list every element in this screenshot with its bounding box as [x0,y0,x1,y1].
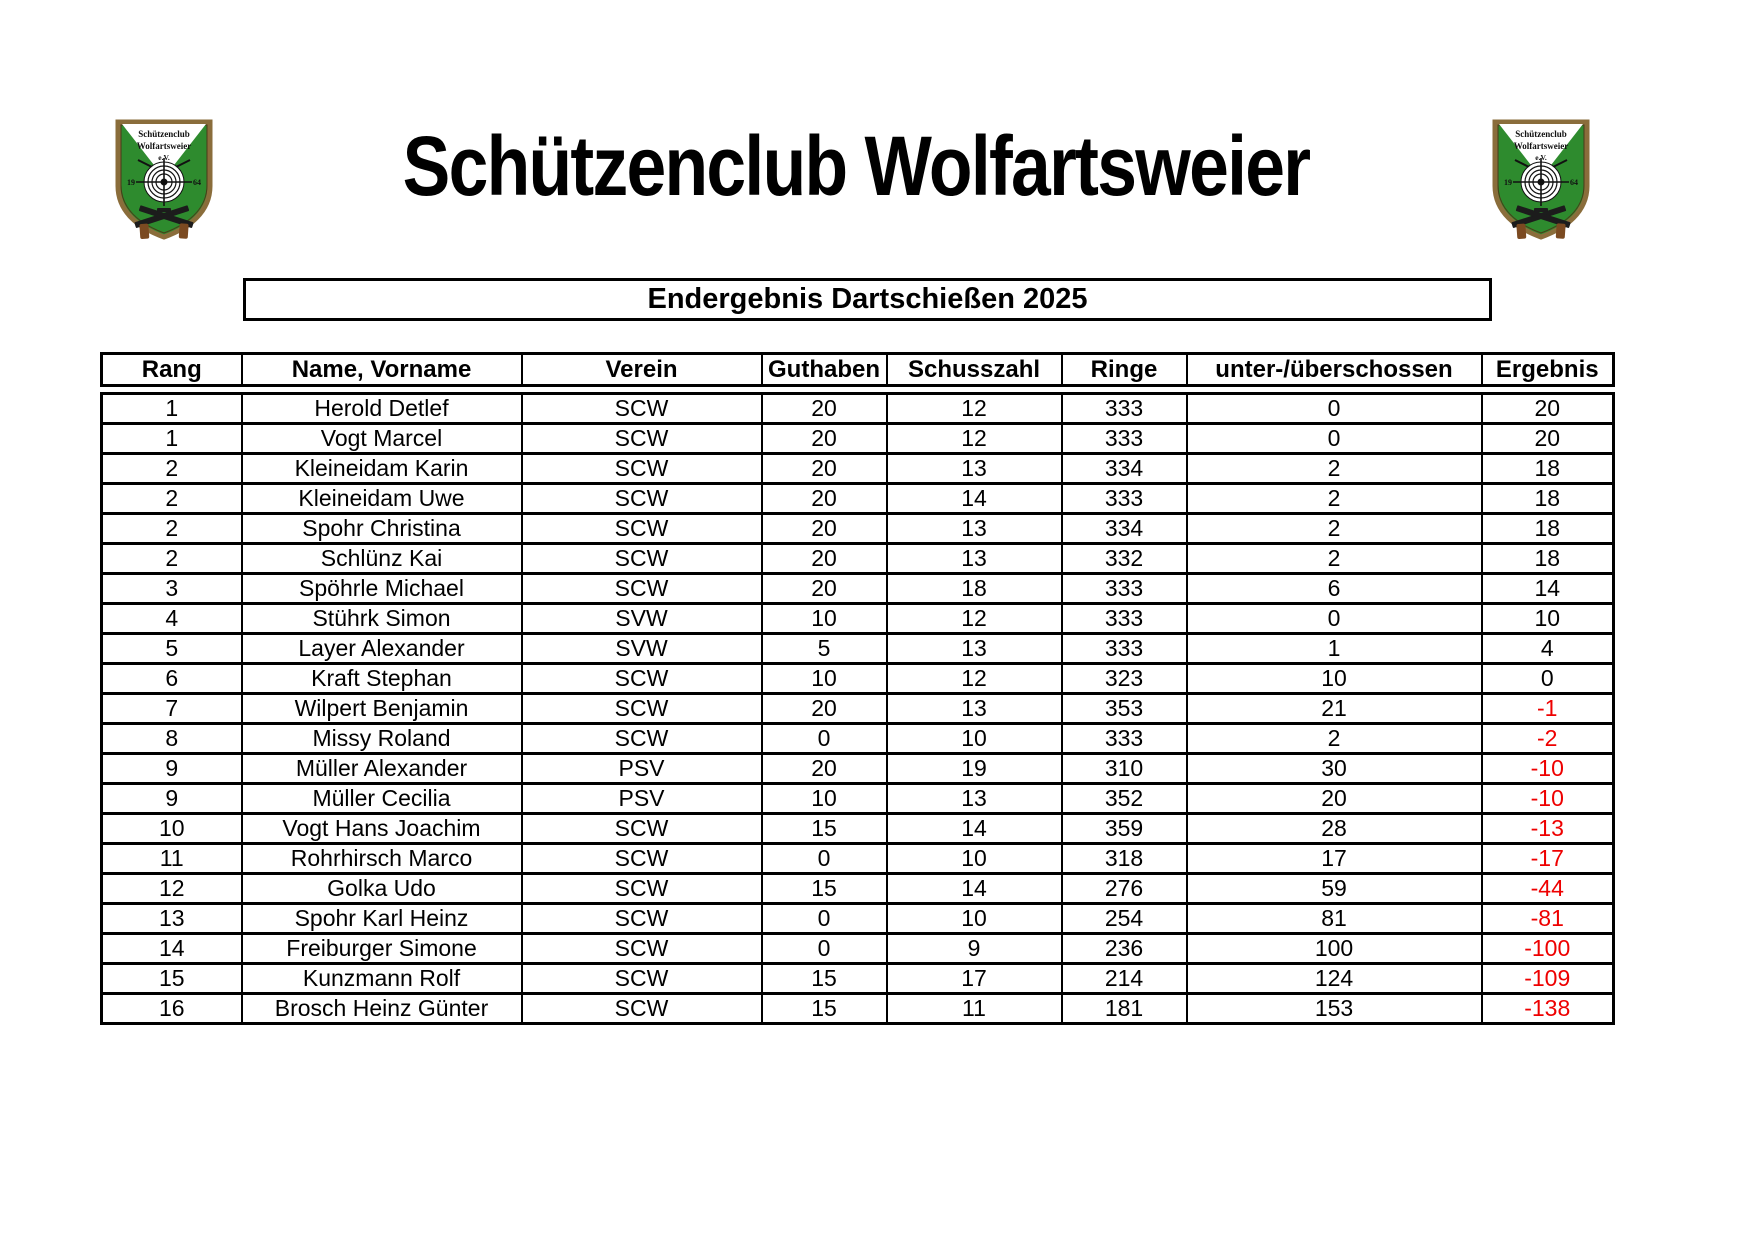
cell-rang: 13 [102,904,242,934]
cell-rang: 14 [102,934,242,964]
cell-ergebnis: 18 [1482,514,1614,544]
cell-guthaben: 0 [762,844,887,874]
cell-schusszahl: 12 [887,394,1062,424]
cell-ringe: 333 [1062,484,1187,514]
cell-name: Brosch Heinz Günter [242,994,522,1024]
cell-guthaben: 20 [762,574,887,604]
cell-ringe: 352 [1062,784,1187,814]
cell-ringe: 254 [1062,904,1187,934]
cell-ringe: 318 [1062,844,1187,874]
cell-ergebnis: -138 [1482,994,1614,1024]
cell-unter-ueberschossen: 59 [1187,874,1482,904]
cell-ringe: 323 [1062,664,1187,694]
table-row [102,484,1614,514]
cell-name: Missy Roland [242,724,522,754]
cell-guthaben: 0 [762,724,887,754]
cell-guthaben: 20 [762,514,887,544]
cell-name: Freiburger Simone [242,934,522,964]
cell-ringe: 333 [1062,724,1187,754]
cell-ergebnis: -100 [1482,934,1614,964]
cell-guthaben: 0 [762,904,887,934]
cell-name: Herold Detlef [242,394,522,424]
cell-verein: SCW [522,724,762,754]
cell-rang: 9 [102,784,242,814]
column-header-unter-ueberschossen: unter-/überschossen [1187,354,1482,386]
crest-year-left: 19 [1504,178,1512,187]
cell-ringe: 353 [1062,694,1187,724]
cell-verein: SCW [522,694,762,724]
crest-year-left: 19 [127,178,135,187]
cell-verein: SCW [522,814,762,844]
cell-name: Spohr Christina [242,514,522,544]
cell-guthaben: 20 [762,424,887,454]
cell-ergebnis: 18 [1482,454,1614,484]
table-row [102,424,1614,454]
cell-rang: 2 [102,454,242,484]
cell-verein: SCW [522,454,762,484]
cell-rang: 2 [102,514,242,544]
cell-schusszahl: 12 [887,424,1062,454]
cell-guthaben: 15 [762,964,887,994]
cell-guthaben: 20 [762,394,887,424]
table-row [102,934,1614,964]
cell-rang: 12 [102,874,242,904]
cell-unter-ueberschossen: 2 [1187,544,1482,574]
column-header-schusszahl: Schusszahl [887,354,1062,386]
cell-guthaben: 15 [762,874,887,904]
cell-rang: 1 [102,424,242,454]
crest-year-right: 64 [193,178,201,187]
table-row [102,784,1614,814]
table-row [102,904,1614,934]
cell-rang: 3 [102,574,242,604]
cell-rang: 8 [102,724,242,754]
cell-unter-ueberschossen: 153 [1187,994,1482,1024]
column-header-verein: Verein [522,354,762,386]
table-row [102,844,1614,874]
cell-unter-ueberschossen: 2 [1187,724,1482,754]
cell-verein: SCW [522,844,762,874]
cell-ringe: 333 [1062,394,1187,424]
cell-guthaben: 20 [762,754,887,784]
cell-schusszahl: 14 [887,874,1062,904]
cell-name: Layer Alexander [242,634,522,664]
cell-ergebnis: -81 [1482,904,1614,934]
table-row [102,394,1614,424]
cell-name: Spöhrle Michael [242,574,522,604]
cell-rang: 7 [102,694,242,724]
cell-guthaben: 20 [762,454,887,484]
cell-rang: 4 [102,604,242,634]
cell-ringe: 333 [1062,604,1187,634]
table-row [102,574,1614,604]
cell-schusszahl: 13 [887,544,1062,574]
cell-schusszahl: 17 [887,964,1062,994]
results-body [102,394,1614,1024]
cell-schusszahl: 13 [887,514,1062,544]
cell-unter-ueberschossen: 0 [1187,394,1482,424]
cell-verein: SCW [522,934,762,964]
cell-guthaben: 10 [762,604,887,634]
cell-verein: SCW [522,964,762,994]
cell-schusszahl: 18 [887,574,1062,604]
cell-unter-ueberschossen: 28 [1187,814,1482,844]
cell-unter-ueberschossen: 0 [1187,604,1482,634]
cell-name: Stührk Simon [242,604,522,634]
cell-ergebnis: -109 [1482,964,1614,994]
cell-unter-ueberschossen: 2 [1187,514,1482,544]
cell-ringe: 276 [1062,874,1187,904]
cell-verein: SCW [522,394,762,424]
cell-name: Spohr Karl Heinz [242,904,522,934]
cell-unter-ueberschossen: 124 [1187,964,1482,994]
cell-rang: 11 [102,844,242,874]
table-row [102,874,1614,904]
cell-ergebnis: 4 [1482,634,1614,664]
cell-ringe: 310 [1062,754,1187,784]
cell-name: Rohrhirsch Marco [242,844,522,874]
cell-name: Schlünz Kai [242,544,522,574]
cell-ergebnis: -13 [1482,814,1614,844]
cell-name: Golka Udo [242,874,522,904]
cell-ringe: 236 [1062,934,1187,964]
cell-guthaben: 20 [762,694,887,724]
crest-text-line2: Wolfartsweier [136,141,192,151]
cell-name: Kleineidam Karin [242,454,522,484]
cell-ringe: 333 [1062,634,1187,664]
crest-year-right: 64 [1570,178,1578,187]
cell-rang: 15 [102,964,242,994]
cell-name: Wilpert Benjamin [242,694,522,724]
cell-ergebnis: -1 [1482,694,1614,724]
results-header-table [100,352,1615,387]
cell-unter-ueberschossen: 30 [1187,754,1482,784]
club-crest-right [1489,116,1593,242]
cell-rang: 1 [102,394,242,424]
table-row [102,814,1614,844]
results-table [100,392,1615,1025]
column-header-name: Name, Vorname [242,354,522,386]
cell-ergebnis: 10 [1482,604,1614,634]
cell-ergebnis: -44 [1482,874,1614,904]
cell-ergebnis: -2 [1482,724,1614,754]
cell-unter-ueberschossen: 1 [1187,634,1482,664]
table-row [102,514,1614,544]
table-row [102,664,1614,694]
table-row [102,754,1614,784]
cell-ergebnis: 0 [1482,664,1614,694]
cell-schusszahl: 13 [887,634,1062,664]
cell-verein: SCW [522,664,762,694]
cell-ergebnis: -10 [1482,784,1614,814]
cell-schusszahl: 13 [887,784,1062,814]
table-row [102,604,1614,634]
cell-rang: 5 [102,634,242,664]
cell-unter-ueberschossen: 10 [1187,664,1482,694]
cell-name: Vogt Hans Joachim [242,814,522,844]
cell-schusszahl: 14 [887,484,1062,514]
cell-schusszahl: 12 [887,604,1062,634]
cell-verein: SCW [522,544,762,574]
column-header-ergebnis: Ergebnis [1482,354,1614,386]
cell-guthaben: 20 [762,544,887,574]
cell-ringe: 181 [1062,994,1187,1024]
cell-verein: SVW [522,604,762,634]
cell-ringe: 334 [1062,514,1187,544]
cell-ringe: 333 [1062,424,1187,454]
cell-name: Müller Cecilia [242,784,522,814]
club-crest-left [112,116,216,242]
cell-guthaben: 20 [762,484,887,514]
cell-rang: 16 [102,994,242,1024]
column-header-ringe: Ringe [1062,354,1187,386]
cell-verein: SCW [522,424,762,454]
table-row [102,994,1614,1024]
cell-name: Vogt Marcel [242,424,522,454]
cell-ergebnis: 20 [1482,424,1614,454]
cell-schusszahl: 19 [887,754,1062,784]
cell-rang: 9 [102,754,242,784]
cell-schusszahl: 14 [887,814,1062,844]
cell-rang: 2 [102,544,242,574]
table-row [102,634,1614,664]
cell-ergebnis: 14 [1482,574,1614,604]
cell-unter-ueberschossen: 20 [1187,784,1482,814]
cell-guthaben: 10 [762,664,887,694]
cell-verein: SCW [522,574,762,604]
cell-name: Kraft Stephan [242,664,522,694]
table-row [102,694,1614,724]
cell-unter-ueberschossen: 2 [1187,454,1482,484]
cell-verein: SCW [522,874,762,904]
table-row [102,724,1614,754]
crest-text-line3: e.V. [158,153,170,162]
cell-ringe: 332 [1062,544,1187,574]
crest-text-line2: Wolfartsweier [1513,141,1569,151]
cell-ergebnis: -10 [1482,754,1614,784]
cell-verein: SCW [522,994,762,1024]
cell-schusszahl: 10 [887,724,1062,754]
cell-rang: 2 [102,484,242,514]
cell-ergebnis: -17 [1482,844,1614,874]
cell-unter-ueberschossen: 81 [1187,904,1482,934]
cell-unter-ueberschossen: 21 [1187,694,1482,724]
cell-guthaben: 15 [762,994,887,1024]
cell-verein: PSV [522,784,762,814]
cell-schusszahl: 12 [887,664,1062,694]
cell-ringe: 359 [1062,814,1187,844]
header-row [102,354,1614,386]
cell-guthaben: 5 [762,634,887,664]
cell-schusszahl: 13 [887,694,1062,724]
cell-guthaben: 15 [762,814,887,844]
cell-schusszahl: 10 [887,904,1062,934]
table-row [102,544,1614,574]
table-row [102,964,1614,994]
cell-verein: SCW [522,484,762,514]
cell-ringe: 334 [1062,454,1187,484]
cell-unter-ueberschossen: 0 [1187,424,1482,454]
cell-rang: 10 [102,814,242,844]
cell-schusszahl: 10 [887,844,1062,874]
cell-schusszahl: 11 [887,994,1062,1024]
cell-name: Kleineidam Uwe [242,484,522,514]
cell-verein: SCW [522,514,762,544]
page-title: Schützenclub Wolfartsweier [402,119,1310,213]
subtitle-box [243,278,1492,321]
cell-guthaben: 0 [762,934,887,964]
cell-guthaben: 10 [762,784,887,814]
cell-ergebnis: 18 [1482,544,1614,574]
subtitle-text: Endergebnis Dartschießen 2025 [647,283,1088,315]
cell-unter-ueberschossen: 6 [1187,574,1482,604]
cell-unter-ueberschossen: 100 [1187,934,1482,964]
table-row [102,454,1614,484]
cell-schusszahl: 9 [887,934,1062,964]
cell-schusszahl: 13 [887,454,1062,484]
crest-text-line1: Schützenclub [1515,129,1567,139]
cell-name: Müller Alexander [242,754,522,784]
cell-verein: PSV [522,754,762,784]
cell-verein: SVW [522,634,762,664]
cell-unter-ueberschossen: 2 [1187,484,1482,514]
cell-ringe: 333 [1062,574,1187,604]
cell-rang: 6 [102,664,242,694]
cell-ringe: 214 [1062,964,1187,994]
cell-name: Kunzmann Rolf [242,964,522,994]
cell-ergebnis: 20 [1482,394,1614,424]
cell-ergebnis: 18 [1482,484,1614,514]
crest-text-line1: Schützenclub [138,129,190,139]
cell-verein: SCW [522,904,762,934]
crest-text-line3: e.V. [1535,153,1547,162]
column-header-rang: Rang [102,354,242,386]
column-header-guthaben: Guthaben [762,354,887,386]
cell-unter-ueberschossen: 17 [1187,844,1482,874]
